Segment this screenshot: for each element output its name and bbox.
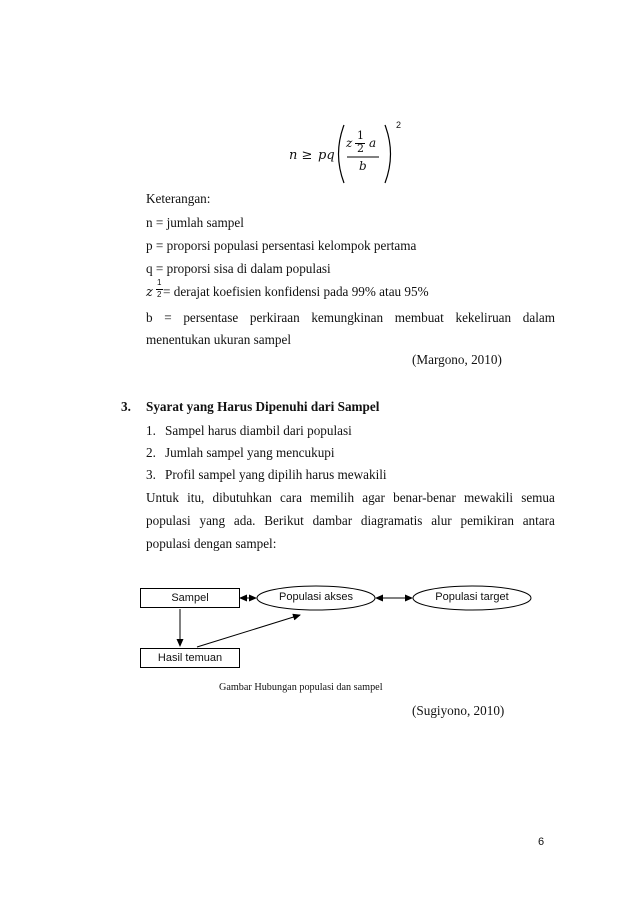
legend-z-num: 1 xyxy=(157,278,162,287)
paragraph-word: agar xyxy=(362,490,385,505)
diagram-caption: Gambar Hubungan populasi dan sampel xyxy=(219,682,383,693)
paragraph-word: populasi xyxy=(146,513,191,528)
legend-b-continuation: menentukan ukuran sampel xyxy=(146,332,292,347)
legend-b-word: dalam xyxy=(522,310,555,325)
section-title: Syarat yang Harus Dipenuhi dari Sampel xyxy=(146,399,380,414)
legend-p: p = proporsi populasi persentasi kelompok pertama xyxy=(146,238,417,253)
legend-b-word: persentase xyxy=(183,310,239,325)
paragraph-word: pemikiran xyxy=(460,513,514,528)
citation-sugiyono: (Sugiyono, 2010) xyxy=(412,703,505,718)
legend-b-word: b xyxy=(146,310,153,325)
legend-n: n = jumlah sampel xyxy=(146,215,244,230)
legend-z-text: = derajat koefisien konfidensi pada 99% atau 95% xyxy=(163,284,429,299)
formula-pq: pq xyxy=(318,148,335,163)
paragraph-word: benar-benar xyxy=(393,490,456,505)
arrow-hasil-to-akses xyxy=(197,615,300,647)
box-sampel: Sampel xyxy=(140,588,240,608)
list-item: Jumlah sampel yang mencukupi xyxy=(165,445,335,460)
paragraph-word: cara xyxy=(280,490,302,505)
paragraph-word: Untuk xyxy=(146,490,179,505)
citation-margono: (Margono, 2010) xyxy=(412,352,502,367)
paragraph-word: Berikut xyxy=(264,513,304,528)
paragraph-word: yang xyxy=(199,513,226,528)
paragraph-word: mewakili xyxy=(463,490,514,505)
list-item-number: 3. xyxy=(146,467,156,482)
legend-b-word: = xyxy=(164,310,172,325)
paragraph-word: dibutuhkan xyxy=(212,490,272,505)
paragraph-line: populasi dengan sampel: xyxy=(146,536,277,551)
legend-z-den: 2 xyxy=(157,290,162,299)
list-item: Sampel harus diambil dari populasi xyxy=(165,423,352,438)
paragraph-word: itu, xyxy=(187,490,205,505)
paragraph-word: antara xyxy=(522,513,555,528)
list-item-number: 2. xyxy=(146,445,156,460)
paragraph-word: semua xyxy=(521,490,555,505)
paragraph-word: diagramatis xyxy=(360,513,423,528)
formula-half-num: 1 xyxy=(357,129,364,142)
paragraph-word: memilih xyxy=(310,490,355,505)
list-item-number: 1. xyxy=(146,423,156,438)
formula-alpha: a xyxy=(369,136,377,150)
label-populasi-target: Populasi target xyxy=(435,591,509,603)
formula-exponent: 2 xyxy=(396,120,402,130)
paragraph-word: alur xyxy=(431,513,452,528)
legend-heading: Keterangan: xyxy=(146,191,211,206)
legend-b-word: kemungkinan xyxy=(311,310,384,325)
list-item: Profil sampel yang dipilih harus mewakili xyxy=(165,467,387,482)
legend-b-word: kekeliruan xyxy=(455,310,512,325)
paragraph-word: ada. xyxy=(233,513,256,528)
paragraph-word: dambar xyxy=(312,513,353,528)
label-populasi-akses: Populasi akses xyxy=(279,591,353,603)
legend-b-word: membuat xyxy=(394,310,444,325)
section-number: 3. xyxy=(121,399,131,414)
page-number: 6 xyxy=(538,836,545,848)
box-hasil-temuan: Hasil temuan xyxy=(140,648,240,668)
formula-lhs: n ≥ xyxy=(289,148,313,163)
legend-z-symbol: z xyxy=(146,285,153,300)
formula-den: b xyxy=(359,159,367,173)
legend-q: q = proporsi sisa di dalam populasi xyxy=(146,261,331,276)
formula-half-den: 2 xyxy=(357,142,364,155)
formula-z: z xyxy=(346,136,353,150)
legend-b-word: perkiraan xyxy=(249,310,300,325)
